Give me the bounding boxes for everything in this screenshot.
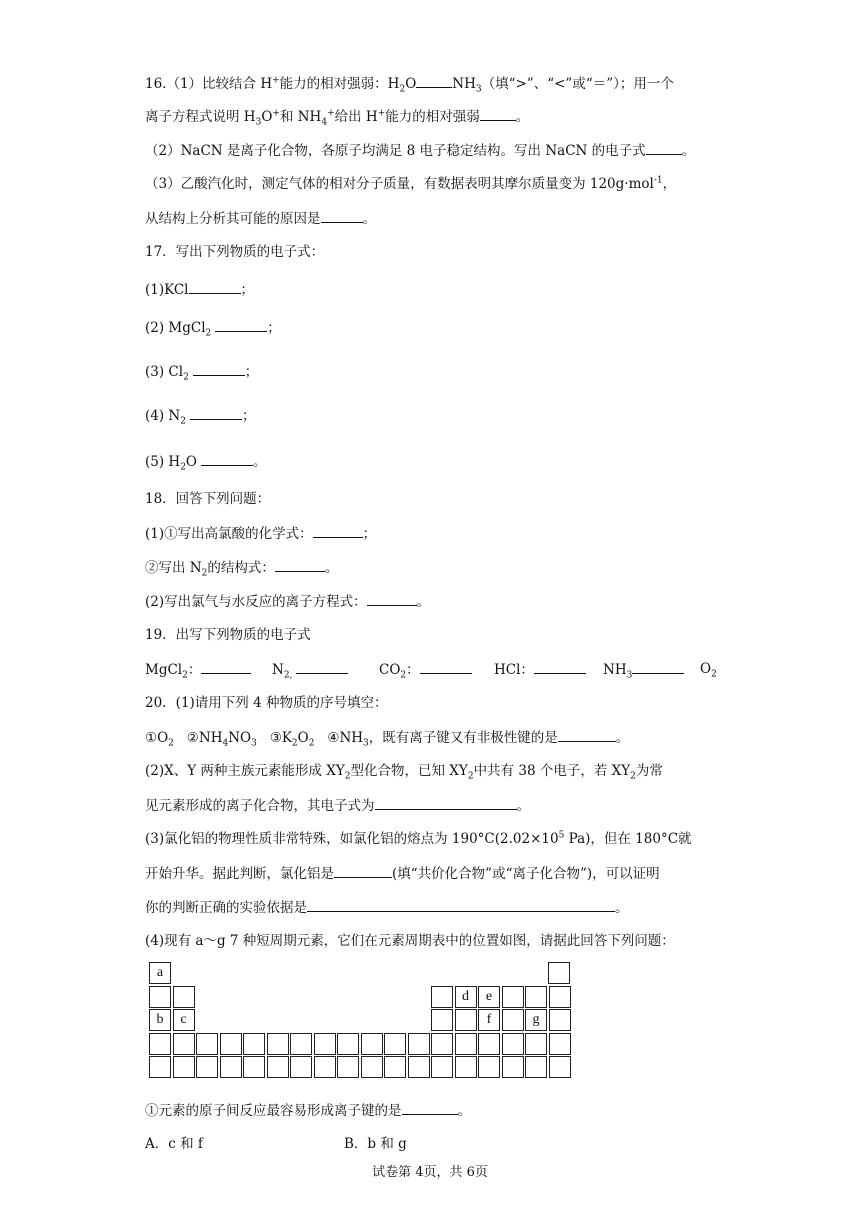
q19-item: $CO_2$： — [379, 660, 472, 679]
table-cell — [431, 1056, 453, 1078]
answer-blank[interactable] — [201, 452, 253, 466]
table-cell — [243, 1056, 265, 1078]
table-cell — [314, 1056, 336, 1078]
answer-blank[interactable] — [334, 864, 392, 878]
table-cell — [431, 986, 453, 1008]
cell-f: f — [478, 1009, 500, 1031]
table-cell — [431, 1009, 453, 1031]
table-cell — [502, 1056, 524, 1078]
answer-blank[interactable] — [193, 362, 245, 376]
table-cell — [549, 1033, 571, 1055]
table-cell — [149, 1033, 171, 1055]
answer-blank[interactable] — [480, 107, 516, 121]
table-cell — [455, 1033, 477, 1055]
q16-line4: （3）乙酸汽化时，测定气体的相对分子质量，有数据表明其摩尔质量变为 120g·mol$^{-1}$， — [145, 175, 677, 192]
q20-line4: 见元素形成的离子化合物，其电子式为 。 — [145, 798, 530, 814]
table-cell — [549, 986, 571, 1008]
cell-d: d — [455, 986, 477, 1008]
q20-line7: 你的判断正确的实验依据是 。 — [145, 900, 629, 916]
table-cell — [220, 1056, 242, 1078]
table-cell — [149, 1056, 171, 1078]
q18-line: (1)①写出高氯酸的化学式： ； — [145, 526, 377, 542]
answer-blank[interactable] — [321, 209, 363, 223]
table-cell — [525, 986, 547, 1008]
q19-item: $NH_3$ — [603, 660, 684, 679]
answer-blank[interactable] — [402, 1101, 458, 1115]
q17-item: (3) $Cl_2$ ； — [145, 364, 259, 383]
q18-line: (2)写出氯气与水反应的离子方程式： 。 — [145, 594, 431, 610]
answer-blank[interactable] — [201, 660, 251, 674]
cell-b: b — [149, 1009, 171, 1031]
table-cell — [384, 1033, 406, 1055]
q18-title: 18．回答下列问题： — [145, 491, 271, 507]
table-cell — [478, 1056, 500, 1078]
option-a[interactable]: A．c 和 f — [145, 1136, 203, 1152]
answer-blank[interactable] — [313, 524, 363, 538]
q16-line1: 16.（1）比较结合 H+能力的相对强弱：$H_2O$ $NH_3$（填“>”、“<”或“＝”）；用一个 — [145, 75, 674, 95]
q17-item: (2) MgCl$_2$ ； — [145, 320, 281, 339]
answer-blank[interactable] — [375, 796, 517, 810]
q20-line8: (4)现有 a～g 7 种短周期元素，它们在元素周期表中的位置如图，请据此回答下列问题： — [145, 933, 675, 949]
q20-line2: $①O_2$ $②NH_4NO_3$ $③K_2O_2$ $④NH_3$，既有离子键又有非极性键的是 。 — [145, 730, 630, 749]
table-cell — [548, 962, 570, 984]
table-cell — [525, 1056, 547, 1078]
table-cell — [525, 1033, 547, 1055]
table-cell — [290, 1033, 312, 1055]
q17-item: (1)KCl ； — [145, 282, 254, 298]
table-cell — [384, 1056, 406, 1078]
table-cell — [455, 1056, 477, 1078]
cell-g: g — [525, 1009, 547, 1031]
cell-a: a — [149, 962, 171, 984]
answer-blank[interactable] — [558, 728, 616, 742]
table-cell — [173, 1033, 195, 1055]
cell-c: c — [173, 1009, 195, 1031]
answer-blank[interactable] — [215, 318, 267, 332]
answer-blank[interactable] — [534, 660, 586, 674]
q16-line3: （2）NaCN 是离子化合物，各原子均满足 8 电子稳定结构。写出 NaCN 的电子式 。 — [145, 143, 696, 159]
q19-title: 19．出写下列物质的电子式 — [145, 627, 311, 643]
q19-item: HCl： — [494, 660, 586, 679]
table-cell — [408, 1056, 430, 1078]
table-cell — [149, 986, 171, 1008]
page-footer: 试卷第 4页，共 6页 — [372, 1165, 488, 1180]
answer-blank[interactable] — [632, 660, 684, 674]
q19-item: $O_2$ — [700, 661, 717, 680]
table-cell — [173, 1056, 195, 1078]
table-cell — [455, 1009, 477, 1031]
table-cell — [361, 1056, 383, 1078]
q17-item: (4) $N_2$ ； — [145, 408, 256, 427]
table-cell — [267, 1056, 289, 1078]
table-cell — [361, 1033, 383, 1055]
q19-item: $N_{2,}$ — [272, 660, 348, 679]
table-cell — [290, 1056, 312, 1078]
answer-blank[interactable] — [646, 141, 682, 155]
table-cell — [431, 1033, 453, 1055]
table-cell — [408, 1033, 430, 1055]
table-cell — [502, 1009, 524, 1031]
table-cell — [220, 1033, 242, 1055]
table-cell — [549, 1056, 571, 1078]
answer-blank[interactable] — [275, 558, 325, 572]
q17-item: (5) $H_2O$ 。 — [145, 454, 267, 473]
q17-title: 17．写出下列物质的电子式： — [145, 244, 325, 260]
table-cell — [196, 1033, 218, 1055]
table-cell — [549, 1009, 571, 1031]
answer-blank[interactable] — [296, 660, 348, 674]
q20-line1: 20．(1)请用下列 4 种物质的序号填空： — [145, 695, 388, 711]
q18-line: ②写出 $N_2$的结构式： 。 — [145, 560, 339, 579]
q16-line2: 离子方程式说明 $H_3O^+$和 $NH_4^+$给出 H+能力的相对强弱 。 — [145, 108, 530, 128]
answer-blank[interactable] — [367, 592, 417, 606]
q20-line6: 开始升华。据此判断，氯化铝是 (填“共价化合物”或“离子化合物”)，可以证明 — [145, 866, 660, 882]
table-cell — [196, 1056, 218, 1078]
answer-blank[interactable] — [189, 280, 241, 294]
q20-line5: (3)氯化铝的物理性质非常特殊，如氯化铝的熔点为 $190^\circ C(2.02\times 10^5$ Pa)，但在 180°C就 — [145, 830, 692, 847]
table-cell — [337, 1056, 359, 1078]
answer-blank[interactable] — [416, 74, 452, 88]
table-cell — [173, 986, 195, 1008]
table-cell — [478, 1033, 500, 1055]
answer-blank[interactable] — [190, 406, 242, 420]
table-cell — [267, 1033, 289, 1055]
table-cell — [502, 986, 524, 1008]
table-cell — [314, 1033, 336, 1055]
table-cell — [502, 1033, 524, 1055]
q19-item: MgCl$_2$： — [145, 660, 251, 679]
answer-blank[interactable] — [420, 660, 472, 674]
option-b[interactable]: B．b 和 g — [344, 1136, 407, 1152]
q16-line5: 从结构上分析其可能的原因是 。 — [145, 211, 376, 227]
q20-line3: (2)X、Y 两种主族元素能形成 $XY_2$型化合物，已知 $XY_2$中共有 38 个电子，若 $XY_2$为常 — [145, 763, 663, 782]
q20-sub1: ①元素的原子间反应最容易形成离子键的是 。 — [145, 1103, 471, 1119]
table-cell — [243, 1033, 265, 1055]
table-cell — [337, 1033, 359, 1055]
cell-e: e — [478, 986, 500, 1008]
answer-blank[interactable] — [307, 898, 615, 912]
